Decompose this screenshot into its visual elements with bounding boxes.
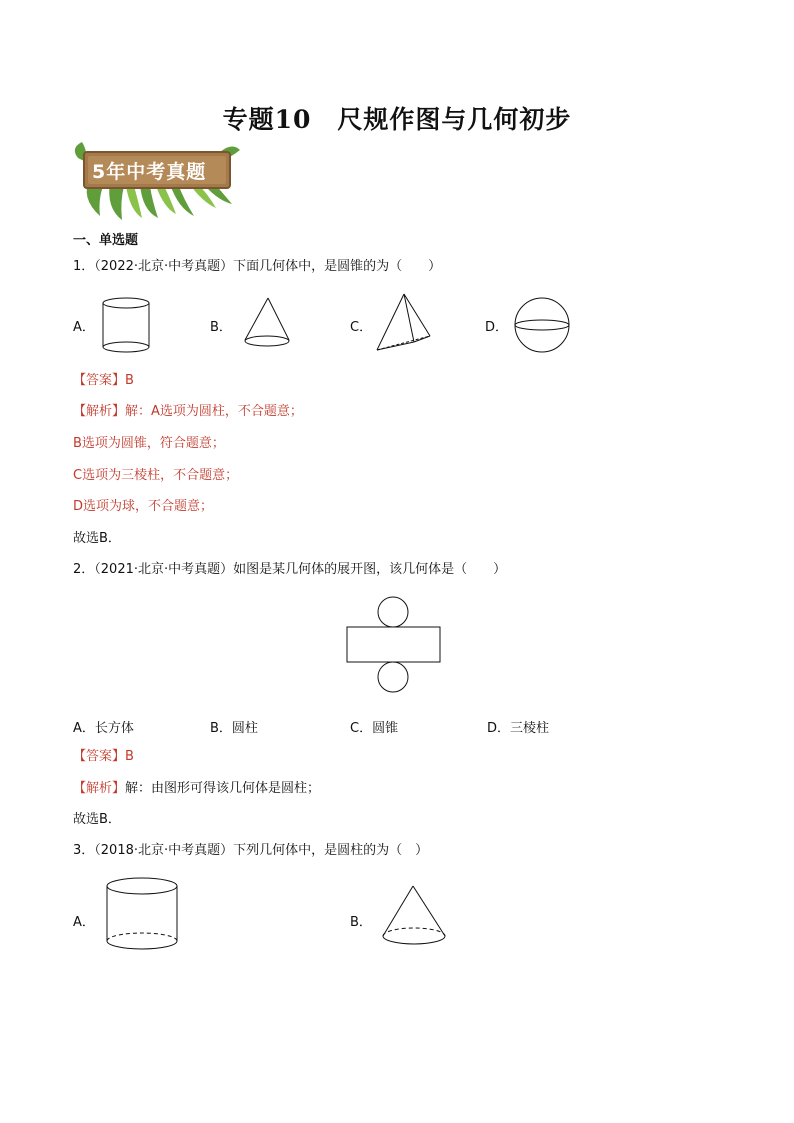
- q2-explain-1: [73, 780, 320, 798]
- cone-icon: [242, 296, 292, 350]
- q2-option-c: C．圆锥: [350, 721, 399, 736]
- cylinder-dashed-icon: [104, 877, 184, 957]
- q1-explain-4: D选项为球，不合题意；: [73, 499, 214, 514]
- q1-stem: 1．（2022·北京·中考真题）下面几何体中，是圆锥的为（ ）: [73, 259, 442, 274]
- q2-option-b: B．圆柱: [210, 721, 258, 736]
- q1-answer: [73, 372, 134, 390]
- answer-label: 【答案】: [73, 749, 126, 764]
- q3-option-a: A．: [73, 915, 95, 930]
- badge-text: 5年中考真题: [92, 161, 207, 183]
- q1-option-b: B．: [210, 320, 232, 335]
- q2-answer: [73, 748, 134, 766]
- q2-stem: 2．（2021·北京·中考真题）如图是某几何体的展开图，该几何体是（ ）: [73, 562, 507, 577]
- q1-option-d: D．: [485, 320, 509, 335]
- badge: [70, 138, 242, 222]
- explain-label: 【解析】: [73, 781, 126, 796]
- page-title: 专题10 尺规作图与几何初步: [222, 105, 572, 134]
- q1-option-c: C．: [350, 320, 373, 335]
- q1-explain-5: 故选B．: [73, 531, 121, 546]
- q1-option-a: A．: [73, 320, 95, 335]
- cylinder-net-icon: [345, 596, 443, 694]
- q2-explain-2: 故选B．: [73, 812, 121, 827]
- answer-value: B: [125, 749, 134, 764]
- answer-label: 【答案】: [73, 373, 126, 388]
- explain-label: 【解析】: [73, 404, 126, 419]
- cylinder-icon: [100, 296, 152, 356]
- answer-value: B: [125, 373, 134, 388]
- section-heading: 一、单选题: [73, 233, 139, 248]
- cone-dashed-icon: [380, 884, 450, 950]
- pyramid-icon: [374, 292, 434, 356]
- q1-explain-3: C选项为三棱柱，不合题意；: [73, 468, 239, 483]
- sphere-icon: [513, 296, 573, 356]
- explain-line: 解：由图形可得该几何体是圆柱；: [125, 781, 321, 796]
- q1-explain-1: [73, 403, 303, 421]
- q3-stem: 3．（2018·北京·中考真题）下列几何体中，是圆柱的为（ ）: [73, 843, 429, 858]
- explain-line: 解：A选项为圆柱，不合题意；: [125, 404, 303, 419]
- q2-option-d: D．三棱柱: [487, 721, 550, 736]
- q2-option-a: A．长方体: [73, 721, 134, 736]
- q3-option-b: B．: [350, 915, 372, 930]
- q1-explain-2: B选项为圆锥，符合题意；: [73, 436, 225, 451]
